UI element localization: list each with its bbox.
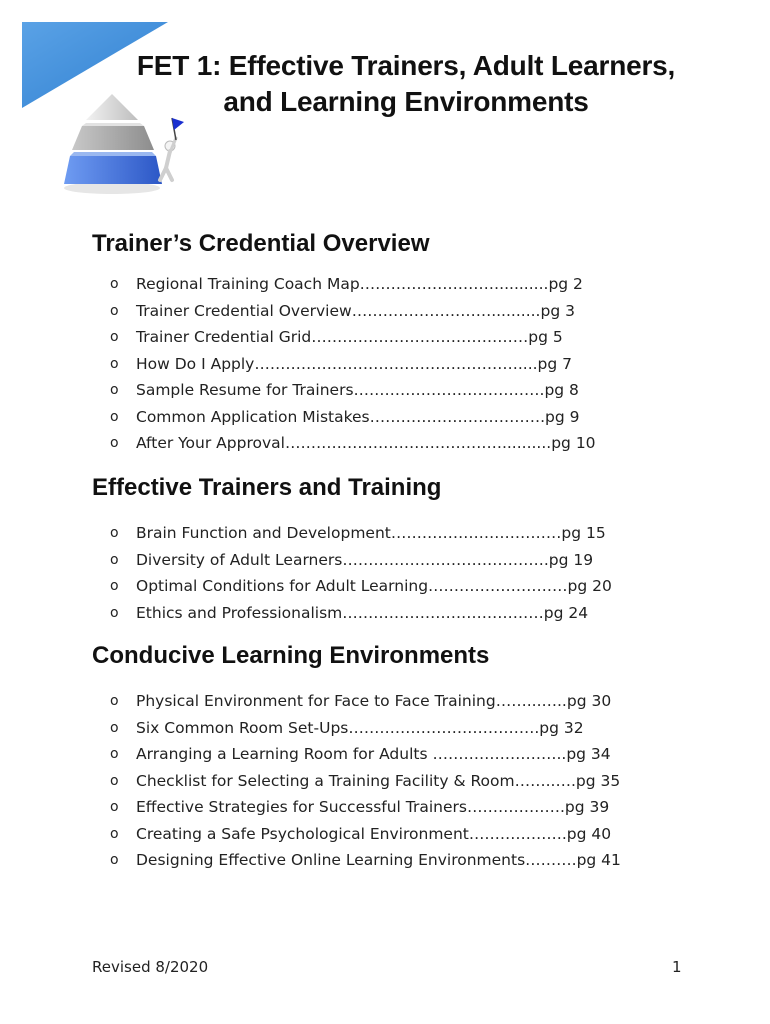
page-title (96, 48, 716, 120)
bullet-icon: o (110, 799, 119, 815)
toc-list-credential-overview (110, 271, 670, 457)
toc-item[interactable] (110, 298, 670, 325)
bullet-icon: o (110, 719, 119, 736)
toc-item[interactable] (110, 351, 670, 378)
toc-item[interactable] (110, 847, 670, 874)
bullet-icon: o (110, 329, 119, 345)
bullet-icon: o (110, 525, 119, 541)
toc-item-text: Optimal Conditions for Adult Learning………………………pg 20 (136, 577, 612, 595)
toc-item[interactable] (110, 324, 670, 351)
bullet-icon: o (110, 408, 119, 425)
bullet-icon: o (110, 772, 119, 789)
toc-item-text: Common Application Mistakes…………………………….pg 9 (136, 407, 580, 426)
bullet-icon: o (110, 578, 119, 594)
toc-item[interactable] (110, 794, 670, 821)
bullet-icon: o (110, 693, 119, 709)
toc-item-text: Ethics and Professionalism…………………………………pg 24 (136, 603, 589, 622)
toc-item-text: Diversity of Adult Learners………………………………….pg 19 (136, 550, 594, 569)
toc-item[interactable] (110, 573, 670, 600)
toc-item[interactable] (110, 688, 670, 715)
bullet-icon: o (110, 276, 119, 292)
toc-item[interactable] (110, 404, 670, 431)
toc-list-effective-trainers (110, 520, 670, 626)
toc-item[interactable] (110, 600, 670, 627)
bullet-icon: o (110, 435, 119, 451)
toc-item[interactable] (110, 741, 670, 768)
bullet-icon: o (110, 746, 119, 762)
toc-item[interactable] (110, 520, 670, 547)
toc-item-text: After Your Approval……………………………………..........pg 10 (136, 434, 596, 452)
toc-list-learning-environments (110, 688, 670, 874)
toc-item-text: Trainer Credential Overview………………………..........pg 3 (136, 301, 575, 320)
toc-item[interactable] (110, 271, 670, 298)
revision-date: Revised 8/2020 (92, 958, 209, 976)
bullet-icon: o (110, 382, 119, 398)
bullet-icon: o (110, 551, 119, 568)
toc-item-text: Creating a Safe Psychological Environment……………….pg 40 (136, 824, 612, 843)
page-number: 1 (672, 958, 682, 976)
toc-item-text: How Do I Apply……………………………………………....pg 7 (136, 354, 573, 373)
section-heading-learning-environments: Conducive Learning Environments (92, 642, 490, 669)
toc-item-text: Six Common Room Set-Ups……………………………….pg 32 (136, 718, 584, 737)
title-line-2: and Learning Environments (223, 86, 589, 117)
toc-item-text: Sample Resume for Trainers……………………………….pg 8 (136, 381, 579, 399)
toc-item[interactable] (110, 821, 670, 848)
section-heading-credential-overview: Trainer’s Credential Overview (92, 230, 430, 257)
toc-item[interactable] (110, 547, 670, 574)
bullet-icon: o (110, 825, 119, 842)
section-heading-effective-trainers: Effective Trainers and Training (92, 474, 442, 501)
toc-item[interactable] (110, 377, 670, 404)
toc-item-text: Effective Strategies for Successful Trainers……………….pg 39 (136, 798, 610, 816)
bullet-icon: o (110, 355, 119, 372)
toc-item[interactable] (110, 768, 670, 795)
toc-item-text: Arranging a Learning Room for Adults ……………………..pg 34 (136, 745, 611, 763)
toc-item-text: Regional Training Coach Map………………………..........pg 2 (136, 275, 583, 293)
bullet-icon: o (110, 604, 119, 621)
toc-item[interactable] (110, 430, 670, 457)
toc-item-text: Designing Effective Online Learning Environments……….pg 41 (136, 851, 621, 869)
toc-item[interactable] (110, 715, 670, 742)
toc-item-text: Checklist for Selecting a Training Facility & Room……..….pg 35 (136, 771, 621, 790)
toc-item-text: Physical Environment for Face to Face Training……...…..pg 30 (136, 692, 612, 710)
title-line-1: FET 1: Effective Trainers, Adult Learners, (136, 50, 676, 81)
bullet-icon: o (110, 302, 119, 319)
toc-item-text: Trainer Credential Grid……………………………………pg 5 (136, 328, 563, 346)
toc-item-text: Brain Function and Development……………………………pg 15 (136, 524, 606, 542)
bullet-icon: o (110, 852, 119, 868)
